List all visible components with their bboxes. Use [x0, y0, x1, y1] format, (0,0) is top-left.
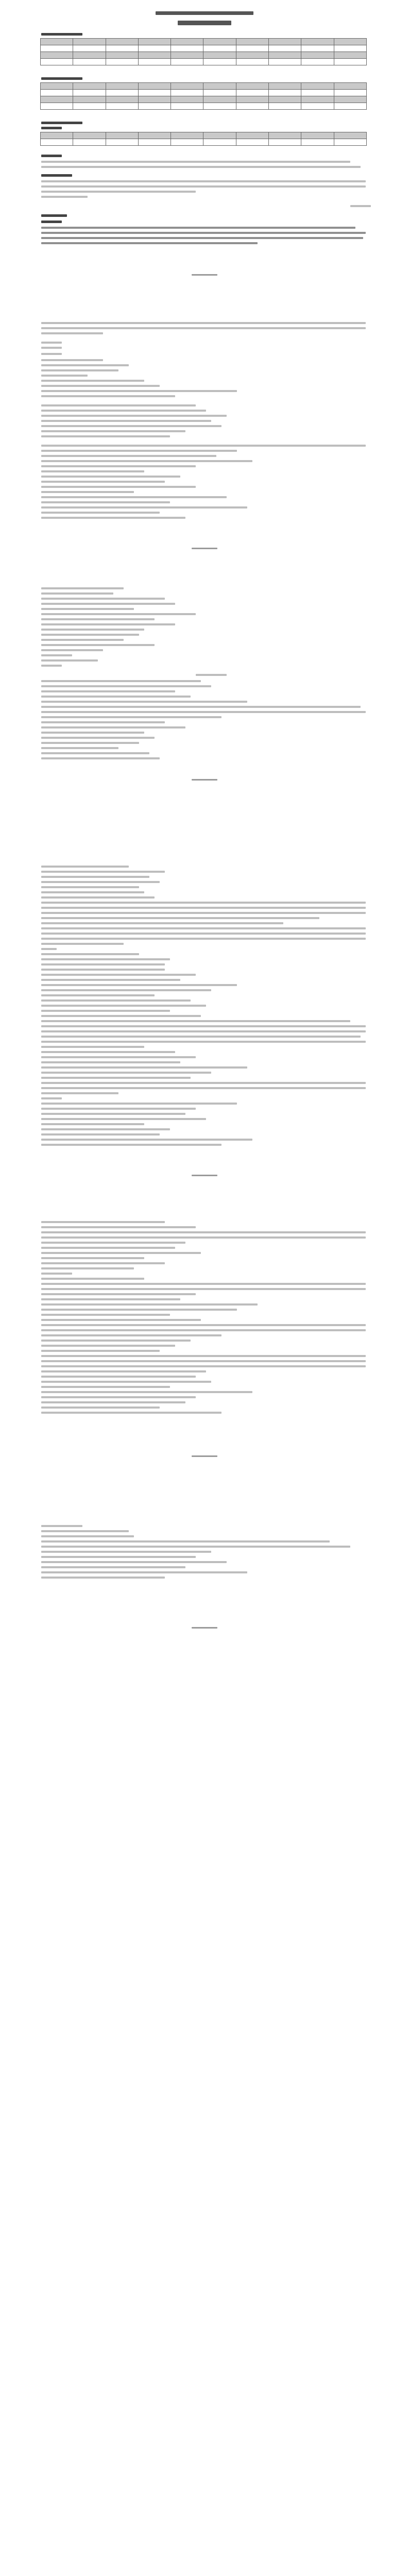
text-line: [41, 587, 124, 589]
text-line: [41, 644, 155, 646]
text-line: [41, 927, 366, 929]
text-line: [41, 649, 103, 651]
text-line: [41, 1087, 366, 1089]
text-line: [41, 232, 366, 234]
text-line: [41, 876, 149, 878]
text-line: [41, 435, 170, 437]
text-line: [41, 1376, 196, 1378]
text-line: [41, 1252, 201, 1254]
text-line: [41, 1061, 180, 1063]
text-line: [41, 1298, 180, 1300]
text-line: [41, 1082, 366, 1084]
text-line: [41, 332, 103, 334]
section-heading: [41, 127, 62, 129]
text-line: [41, 665, 62, 667]
text-line: [41, 1005, 206, 1007]
page-separator: [192, 274, 217, 276]
text-line: [41, 598, 165, 600]
text-line: [41, 347, 62, 349]
text-line: [41, 1242, 185, 1244]
text-line: [41, 1396, 196, 1398]
text-line: [41, 395, 175, 397]
text-line: [41, 364, 129, 366]
page-separator: [192, 1627, 217, 1629]
text-line: [41, 1370, 206, 1372]
text-line: [41, 1340, 191, 1342]
text-line: [41, 696, 191, 698]
text-line: [41, 185, 366, 188]
text-line: [41, 322, 366, 324]
text-line: [41, 871, 165, 873]
text-line: [41, 242, 258, 244]
text-line: [41, 974, 196, 976]
text-line: [41, 1319, 201, 1321]
text-line: [41, 455, 216, 457]
text-line: [41, 501, 170, 503]
text-line: [41, 237, 363, 239]
text-line: [41, 470, 144, 472]
text-line: [41, 963, 165, 965]
text-line: [41, 943, 124, 945]
text-line: [41, 1355, 366, 1357]
text-line: [41, 1221, 165, 1223]
text-line: [41, 1025, 366, 1027]
text-line: [41, 618, 155, 620]
text-line: [41, 989, 211, 991]
text-line: [41, 907, 366, 909]
text-line: [41, 1540, 330, 1543]
text-line: [41, 1360, 366, 1362]
text-line: [41, 1314, 170, 1316]
section-heading: [41, 122, 82, 124]
text-line: [41, 1066, 247, 1069]
text-line: [41, 948, 57, 950]
text-line: [41, 732, 144, 734]
text-line: [41, 1262, 165, 1264]
text-line: [41, 1267, 134, 1269]
text-line: [41, 1226, 196, 1228]
text-line: [41, 227, 355, 229]
text-line: [41, 359, 103, 361]
text-line: [41, 933, 366, 935]
text-line: [41, 953, 139, 955]
text-line: [41, 1303, 258, 1306]
transcript-page-5: [0, 1221, 409, 1510]
transcript-page-3: [0, 587, 409, 876]
text-line: [41, 380, 144, 382]
text-line: [41, 701, 247, 703]
text-line: [41, 1123, 144, 1125]
text-line: [41, 1097, 62, 1099]
text-line: [41, 196, 88, 198]
text-line: [41, 902, 366, 904]
text-line: [41, 415, 227, 417]
text-line: [41, 512, 160, 514]
text-line: [41, 1257, 144, 1259]
text-line: [41, 420, 211, 422]
text-line: [41, 711, 366, 713]
text-line: [41, 721, 165, 723]
text-line: [41, 166, 361, 168]
section-heading: [41, 174, 72, 177]
page-separator: [192, 1455, 217, 1457]
text-line: [41, 342, 62, 344]
text-line: [41, 1381, 211, 1383]
text-line: [41, 1329, 366, 1331]
text-line: [41, 375, 88, 377]
text-line: [41, 1092, 118, 1094]
answer-grid-1: [40, 38, 367, 65]
text-line: [41, 491, 134, 493]
text-line: [41, 1345, 175, 1347]
text-line: [41, 1535, 134, 1537]
text-line: [41, 1056, 196, 1058]
text-line: [41, 706, 361, 708]
text-line: [41, 410, 206, 412]
page-separator: [192, 548, 217, 549]
text-line: [41, 1015, 201, 1017]
text-line: [41, 506, 247, 509]
text-line: [41, 180, 366, 182]
text-line: [41, 613, 196, 615]
text-line: [41, 623, 175, 625]
text-line: [41, 629, 144, 631]
text-line: [41, 1231, 366, 1233]
text-line: [41, 1412, 221, 1414]
text-line: [41, 716, 221, 718]
text-line: [41, 737, 155, 739]
text-line: [41, 1288, 366, 1290]
text-line: [41, 969, 165, 971]
text-line: [41, 603, 175, 605]
text-line: [41, 1391, 252, 1393]
text-line: [41, 425, 221, 427]
text-line: [41, 1386, 170, 1388]
text-line: [41, 476, 180, 478]
text-line: [41, 1051, 175, 1053]
text-line: [41, 912, 366, 914]
page-separator: [192, 1175, 217, 1176]
text-line: [41, 430, 185, 432]
text-line: [41, 460, 252, 462]
text-line: [41, 481, 165, 483]
text-line: [41, 1293, 196, 1295]
text-line: [41, 634, 139, 636]
text-line: [41, 1551, 211, 1553]
text-line: [41, 191, 196, 193]
text-line: [41, 465, 196, 467]
section-heading: [41, 155, 62, 157]
text-line: [41, 390, 237, 392]
text-line: [350, 205, 371, 207]
text-line: [41, 486, 196, 488]
text-line: [41, 517, 185, 519]
text-line: [41, 994, 155, 996]
text-line: [41, 938, 366, 940]
text-line: [41, 327, 366, 329]
text-line: [41, 1046, 144, 1048]
text-line: [41, 1036, 361, 1038]
text-line: [41, 1139, 252, 1141]
text-line: [41, 1077, 191, 1079]
text-line: [41, 1010, 170, 1012]
text-line: [41, 1118, 206, 1120]
text-line: [41, 1571, 247, 1573]
answer-grid-2: [40, 82, 367, 110]
text-line: [41, 608, 134, 610]
text-line: [41, 881, 160, 883]
text-line: [41, 369, 118, 371]
text-line: [41, 404, 196, 406]
document-title: [178, 21, 231, 25]
text-line: [41, 659, 98, 662]
text-line: [41, 896, 155, 899]
text-line: [41, 1030, 366, 1032]
text-line: [41, 979, 180, 981]
text-line: [41, 1020, 350, 1022]
text-line: [41, 999, 191, 1002]
exam-header-title: [156, 11, 253, 15]
text-line: [41, 654, 72, 656]
text-line: [41, 1278, 144, 1280]
text-line: [41, 1365, 366, 1367]
text-line: [41, 1072, 211, 1074]
section-heading: [41, 33, 82, 36]
text-line: [41, 891, 144, 893]
text-line: [196, 674, 227, 676]
text-line: [41, 866, 129, 868]
text-line: [41, 1283, 366, 1285]
text-line: [41, 1546, 350, 1548]
transcript-page-6: [0, 1525, 409, 1680]
text-line: [41, 1556, 196, 1558]
text-line: [41, 747, 118, 749]
text-line: [41, 1350, 160, 1352]
text-line: [41, 592, 113, 595]
text-line: [41, 917, 319, 919]
text-line: [41, 742, 139, 744]
text-line: [41, 1133, 160, 1136]
text-line: [41, 161, 350, 163]
text-line: [41, 639, 124, 641]
text-line: [41, 1530, 129, 1532]
text-line: [41, 1324, 366, 1326]
text-line: [41, 353, 62, 355]
text-line: [41, 1309, 237, 1311]
section-heading: [41, 221, 62, 223]
text-line: [41, 1113, 185, 1115]
text-line: [41, 1247, 175, 1249]
text-line: [41, 690, 175, 692]
text-line: [41, 1273, 72, 1275]
text-line: [41, 886, 139, 888]
text-line: [41, 496, 227, 498]
text-line: [41, 726, 185, 728]
section-heading: [41, 214, 67, 217]
text-line: [41, 984, 237, 986]
answer-grid-3: [40, 132, 367, 146]
text-line: [41, 385, 160, 387]
text-line: [41, 680, 201, 682]
text-line: [41, 958, 170, 960]
text-line: [41, 1334, 221, 1336]
page-separator: [192, 779, 217, 781]
text-line: [41, 1401, 185, 1403]
text-line: [41, 685, 211, 687]
text-line: [41, 1103, 237, 1105]
text-line: [41, 1525, 82, 1527]
text-line: [41, 757, 160, 759]
text-line: [41, 445, 366, 447]
text-line: [41, 1128, 170, 1130]
text-line: [41, 1236, 366, 1239]
text-line: [41, 1406, 160, 1409]
text-line: [41, 1577, 165, 1579]
text-line: [41, 1144, 221, 1146]
text-line: [41, 1561, 227, 1563]
text-line: [41, 752, 149, 754]
text-line: [41, 922, 283, 924]
text-line: [41, 450, 237, 452]
text-line: [41, 1566, 185, 1568]
section-heading: [41, 77, 82, 80]
text-line: [41, 1041, 366, 1043]
text-line: [41, 1108, 196, 1110]
